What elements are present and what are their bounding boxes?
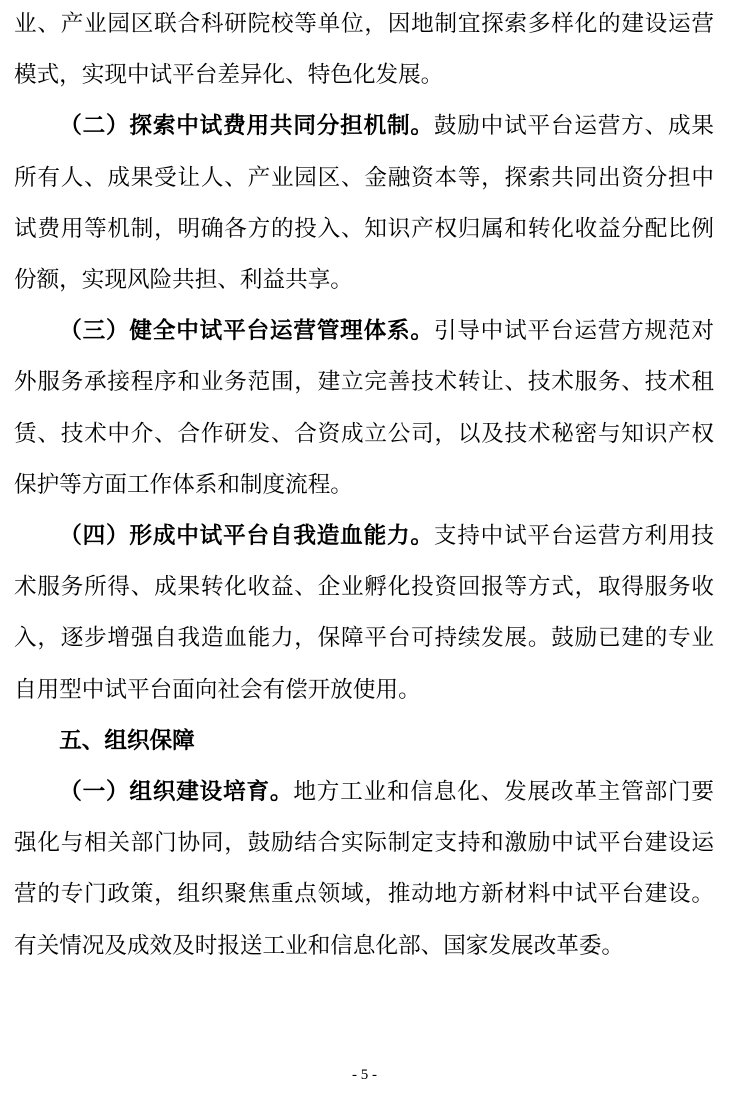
paragraph-lead: （二）探索中试费用共同分担机制。	[59, 113, 434, 140]
document-page	[14, 0, 714, 972]
paragraph-text: 支持中试平台运营方利用技术服务所得、成果转化收益、企业孵化投资回报等方式，取得服务收入，逐步增强自我造血能力，保障平台可持续发展。鼓励已建的专业自用型中试平台面向社会有偿开放使用。	[14, 523, 715, 703]
paragraph-lead: （三）健全中试平台运营管理体系。	[59, 318, 434, 345]
paragraph-cost-sharing	[14, 101, 714, 306]
paragraph-text: 业、产业园区联合科研院校等单位，因地制宜探索多样化的建设运营模式，实现中试平台差异化、特色化发展。	[14, 11, 714, 89]
paragraph-operation-management	[14, 306, 714, 511]
paragraph-text: 引导中试平台运营方规范对外服务承接程序和业务范围，建立完善技术转让、技术服务、技术租赁、技术中介、合作研发、合资成立公司，以及技术秘密与知识产权保护等方面工作体系和制度流程。	[14, 318, 715, 498]
section-heading: 五、组织保障	[59, 727, 195, 754]
paragraph-lead: （四）形成中试平台自我造血能力。	[59, 523, 434, 550]
paragraph-text: 鼓励中试平台运营方、成果所有人、成果受让人、产业园区、金融资本等，探索共同出资分担中试费用等机制，明确各方的投入、知识产权归属和转化收益分配比例份额，实现风险共担、利益共享。	[14, 113, 715, 294]
paragraph-organization	[14, 767, 714, 972]
paragraph-self-sustaining	[14, 511, 714, 716]
paragraph-text: 地方工业和信息化、发展改革主管部门要强化与相关部门协同，鼓励结合实际制定支持和激励中试平台建设运营的专门政策，组织聚焦重点领域，推动地方新材料中试平台建设。有关情况及成效及时报送工业和信息化部、国家发展改革委。	[14, 779, 715, 959]
page-number: - 5 -	[352, 1067, 377, 1083]
paragraph-lead: （一）组织建设培育。	[59, 779, 294, 806]
paragraph-continuation	[14, 0, 714, 101]
